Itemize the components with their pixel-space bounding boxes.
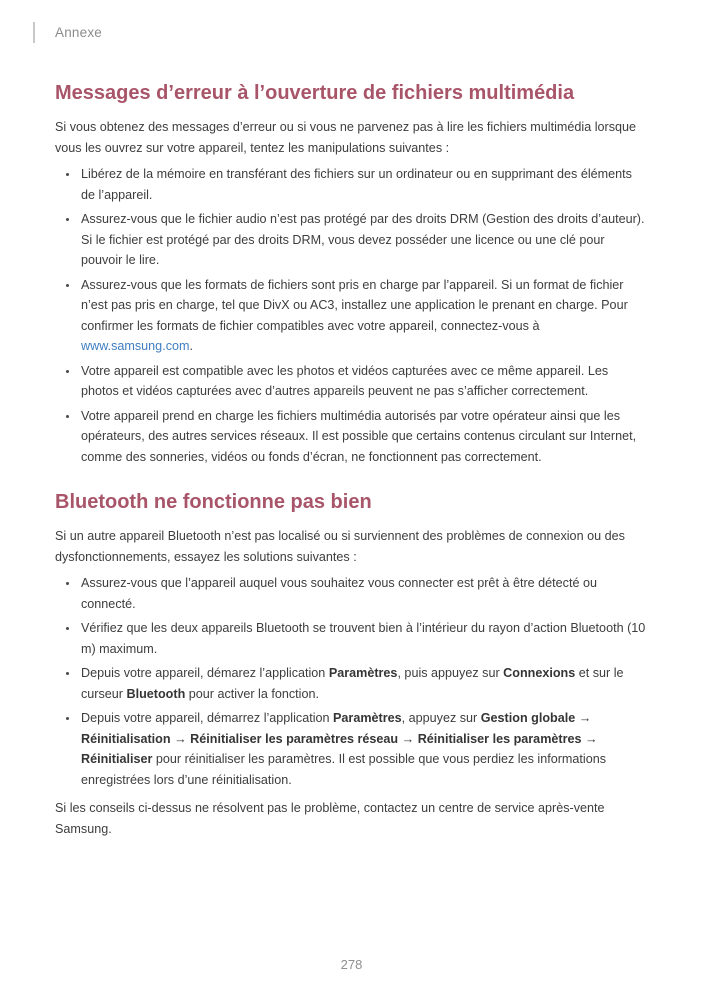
bullet-text bbox=[81, 278, 628, 354]
bullet-marker bbox=[66, 717, 69, 720]
text-run: , appuyez sur bbox=[401, 711, 481, 725]
list-item bbox=[55, 275, 649, 357]
text-run: , puis appuyez sur bbox=[397, 666, 504, 680]
text-run: → bbox=[170, 731, 191, 746]
bullet-text bbox=[81, 167, 632, 202]
text-run: Assurez-vous que le fichier audio n’est pas protégé par des droits DRM (Gestion des droits d’auteur). Si le fichier est protégé par des droits DRM, vous devez posséder une licence ou une clé pour pouvoir le lire. bbox=[81, 212, 645, 267]
page-content bbox=[55, 72, 649, 845]
bullet-text bbox=[81, 621, 645, 656]
bullet-text bbox=[81, 666, 624, 701]
text-run: et sur le curseur bbox=[81, 666, 624, 701]
text-run: pour activer la fonction. bbox=[185, 686, 319, 701]
text-run: Votre appareil est compatible avec les photos et vidéos capturées avec ce même appareil. Les photos et vidéos capturées avec d’autres appareils peuvent ne pas s’afficher correctement. bbox=[81, 363, 609, 398]
bold-ui-label: Bluetooth bbox=[126, 686, 186, 701]
running-header bbox=[33, 22, 102, 43]
list-item bbox=[55, 406, 649, 468]
list-item bbox=[55, 361, 649, 402]
list-item bbox=[55, 573, 649, 614]
bold-ui-label: Réinitialiser les paramètres réseau bbox=[190, 731, 399, 746]
bullet-marker bbox=[66, 672, 69, 675]
bullet-text bbox=[81, 364, 608, 399]
bold-ui-label: Paramètres bbox=[328, 666, 398, 680]
text-run: → bbox=[581, 731, 598, 746]
chapter-label: Annexe bbox=[55, 25, 102, 40]
bold-ui-label: Réinitialisation bbox=[81, 731, 171, 746]
text-run: Libérez de la mémoire en transférant des fichiers sur un ordinateur ou en supprimant des éléments de l’appareil. bbox=[81, 167, 632, 202]
bold-ui-label: Gestion globale bbox=[480, 711, 576, 725]
bullet-marker bbox=[66, 582, 69, 585]
header-rule bbox=[33, 22, 35, 43]
section-intro: Si vous obtenez des messages d’erreur ou si vous ne parvenez pas à lire les fichiers multimédia lorsque vous les ouvrez sur votre appareil, tentez les manipulations suivantes : bbox=[55, 120, 637, 155]
section-outro: Si les conseils ci-dessus ne résolvent pas le problème, contactez un centre de service après-vente Samsung. bbox=[55, 801, 605, 836]
text-run: pour réinitialiser les paramètres. Il est possible que vous perdiez les informations enregistrées lors d’une réinitialisation. bbox=[81, 752, 606, 787]
bold-ui-label: Réinitialiser les paramètres bbox=[417, 731, 582, 746]
text-run: Assurez-vous que les formats de fichiers sont pris en charge par l’appareil. Si un format de fichier n’est pas pris en charge, tel que DivX ou AC3, installez une application le prenant en charge. Pour confirmer les formats de fichier compatibles avec votre appareil, connectez-vous à bbox=[81, 277, 628, 333]
section-title: Bluetooth ne fonctionne pas bien bbox=[55, 491, 372, 513]
bold-ui-label: Paramètres bbox=[333, 711, 402, 725]
bullet-text bbox=[81, 711, 606, 787]
bullet-marker bbox=[66, 627, 69, 630]
bullet-list bbox=[55, 573, 649, 790]
section-title: Messages d’erreur à l’ouverture de fichiers multimédia bbox=[55, 82, 575, 104]
bold-ui-label: Connexions bbox=[503, 666, 576, 680]
bullet-text bbox=[81, 409, 636, 464]
bullet-marker bbox=[66, 370, 69, 373]
text-run: → bbox=[398, 731, 418, 746]
section-bluetooth bbox=[55, 491, 649, 839]
bullet-marker bbox=[66, 173, 69, 176]
text-run: Votre appareil prend en charge les fichiers multimédia autorisés par votre opérateur ainsi que les opérateurs, des autres services réseaux. Il est possible que certains contenus circulant sur Internet, comme des sonneries, vidéos ou fonds d’écran, ne fonctionnent pas correctement. bbox=[81, 408, 637, 464]
bullet-list bbox=[55, 164, 649, 467]
bullet-marker bbox=[66, 415, 69, 418]
section-intro: Si un autre appareil Bluetooth n’est pas localisé ou si surviennent des problèmes de connexion ou des dysfonctionnements, essayez les solutions suivantes : bbox=[55, 529, 625, 564]
section-media-errors bbox=[55, 82, 649, 467]
text-run: . bbox=[189, 339, 193, 353]
text-run: Depuis votre appareil, démarez l’application bbox=[81, 666, 329, 680]
list-item bbox=[55, 209, 649, 271]
bold-ui-label: Réinitialiser bbox=[81, 752, 153, 766]
bullet-marker bbox=[66, 284, 69, 287]
text-run: Assurez-vous que l’appareil auquel vous souhaitez vous connecter est prêt à être détecté ou connecté. bbox=[81, 576, 597, 611]
bullet-text bbox=[81, 576, 597, 611]
samsung-link[interactable]: www.samsung.com bbox=[81, 339, 190, 353]
text-run: Vérifiez que les deux appareils Bluetooth se trouvent bien à l’intérieur du rayon d’action Bluetooth (10 m) maximum. bbox=[81, 621, 646, 656]
bullet-text bbox=[81, 212, 645, 267]
list-item bbox=[55, 663, 649, 704]
text-run: → bbox=[575, 711, 592, 725]
page-number: 278 bbox=[340, 957, 363, 972]
list-item bbox=[55, 618, 649, 659]
text-run: Depuis votre appareil, démarrez l’application bbox=[81, 711, 334, 725]
list-item bbox=[55, 164, 649, 205]
list-item bbox=[55, 708, 649, 790]
bullet-marker bbox=[66, 218, 69, 221]
